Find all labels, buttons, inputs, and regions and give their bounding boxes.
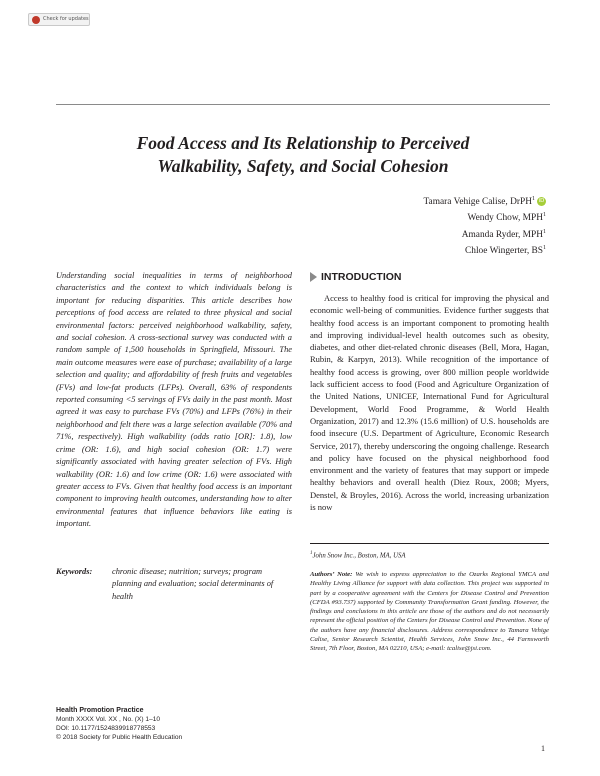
abstract: Understanding social inequalities in terms of neighborhood characteristics and the context to which individuals belong is important for reducing disparities. This article describes how perceptions of food access are related to three physical and social environmental factors: perceived neighborhood walkability, safety, and social cohesion. A cross-sectional survey was conducted with a random sample of 1,500 households in Springfield, Missouri. The main outcome measures were ease of purchase; availability of a large selection and quality; and affordability of fresh fruits and vegetables (FVs) and low-fat products (LFPs). Overall, 63% of respondents reported consuming <5 servings of FVs daily in the past month. Most agreed it was easy to purchase FVs (70%) and LFPs (76%) in their neighborhood and felt there was a large selection available (70% and 71%, respectively). High walkability (odds ratio [OR]: 1.8), low crime (OR: 1.6), and high social cohesion (OR: 1.7) were significantly associated with having greater selection of FVs. High walkability (OR: 1.6) and low crime (OR: 1.6) were associated with greater access to FVs. Given that healthy food access is an important component to improving health outcomes, understanding how to alter environmental features that influence behaviors like eating is important. (56, 271, 292, 529)
keywords-label: Keywords: (56, 567, 93, 576)
author-2: Wendy Chow, MPH$^1$ (467, 212, 546, 224)
journal-copyright: © 2018 Society for Public Health Education (56, 734, 183, 741)
journal-doi[interactable]: DOI: 10.1177/1524839918778553 (56, 725, 156, 732)
author-1: Tamara Vehige Calise, DrPH$^1$ iD (423, 196, 545, 208)
author-list (423, 193, 546, 259)
authors-note-label: Authors’ Note: (310, 571, 353, 578)
page-number: 1 (541, 744, 545, 753)
journal-issue: Month XXXX Vol. XX , No. (X) 1–10 (56, 716, 161, 723)
badge-label: Check for updates (43, 16, 89, 22)
update-icon (32, 16, 40, 24)
footnote-rule (310, 543, 549, 544)
author-3: Amanda Ryder, MPH$^1$ (461, 228, 546, 240)
journal-name: Health Promotion Practice (56, 707, 144, 714)
keywords (56, 566, 292, 603)
header-rule (56, 104, 550, 105)
authors-note-text: We wish to express appreciation to the Ozarks Regional YMCA and Healthy Living Alliance for support with data collection. This project was supported in part by a cooperative agreement with the Centers for Disease Control and Prevention (CFDA #93.737) supported by Community Transformation Grant funding. However, the findings and conclusions in this article are those of the authors and do not necessarily represent the official position of the Centers for Disease Control and Prevention. None of the authors have any financial disclosures. Address correspondence to Tamara Vehige Calise, Senior Research Scientist, Health Services, John Snow Inc., 44 Farnsworth Street, 7th Floor, Boston, MA 02210, USA; e-mail: tcalise@jsi.com. (310, 571, 550, 653)
orcid-icon[interactable]: iD (538, 198, 545, 205)
article-title (56, 132, 550, 178)
introduction-text: Access to healthy food is critical for improving the physical and economic well-being of communities. Evidence further suggests that healthy food access is an important component to promoting health and improving individual-level health outcomes such as obesity, diabetes, and other diet-related chronic diseases (Bell, Mora, Hagan, Rubin, & Karpyn, 2013). While recognition of the importance of healthy food access is growing, over 800 million people worldwide lack sufficient access to food (Food and Agriculture Organization of the United Nations, UNICEF, International Fund for Agricultural Development, World Food Programme, & World Health Organization, 2017) and 12.3% (15.6 million) of U.S. households are food insecure (U.S. Department of Agriculture, Economic Research Service, 2017), thereby underscoring the ongoing challenge. Research and policy have focused on the physical neighborhood food environment and the variety of features that may support or impede healthy behaviors and overall health (Diez Roux, 2008; Myers, Denstel, & Broyles, 2016). Across the world, increasing urbanization is now (310, 293, 549, 513)
author-4: Chloe Wingerter, $BS^1$ (465, 245, 546, 257)
journal-info (56, 706, 292, 742)
section-heading-introduction (310, 271, 402, 283)
keywords-text: chronic disease; nutrition; surveys; program planning and evaluation; social determinants of health (112, 567, 274, 601)
authors-note (310, 570, 549, 654)
title-line-2: Walkability, Safety, and Social Cohesion (157, 156, 449, 176)
check-for-updates-badge[interactable] (28, 13, 90, 26)
title-line-1: Food Access and Its Relationship to Perceived (136, 133, 470, 153)
section-heading-label: INTRODUCTION (321, 271, 402, 283)
affiliation: $^1$John Snow Inc., Boston, MA, USA (310, 551, 406, 560)
chevron-right-icon (310, 272, 317, 282)
